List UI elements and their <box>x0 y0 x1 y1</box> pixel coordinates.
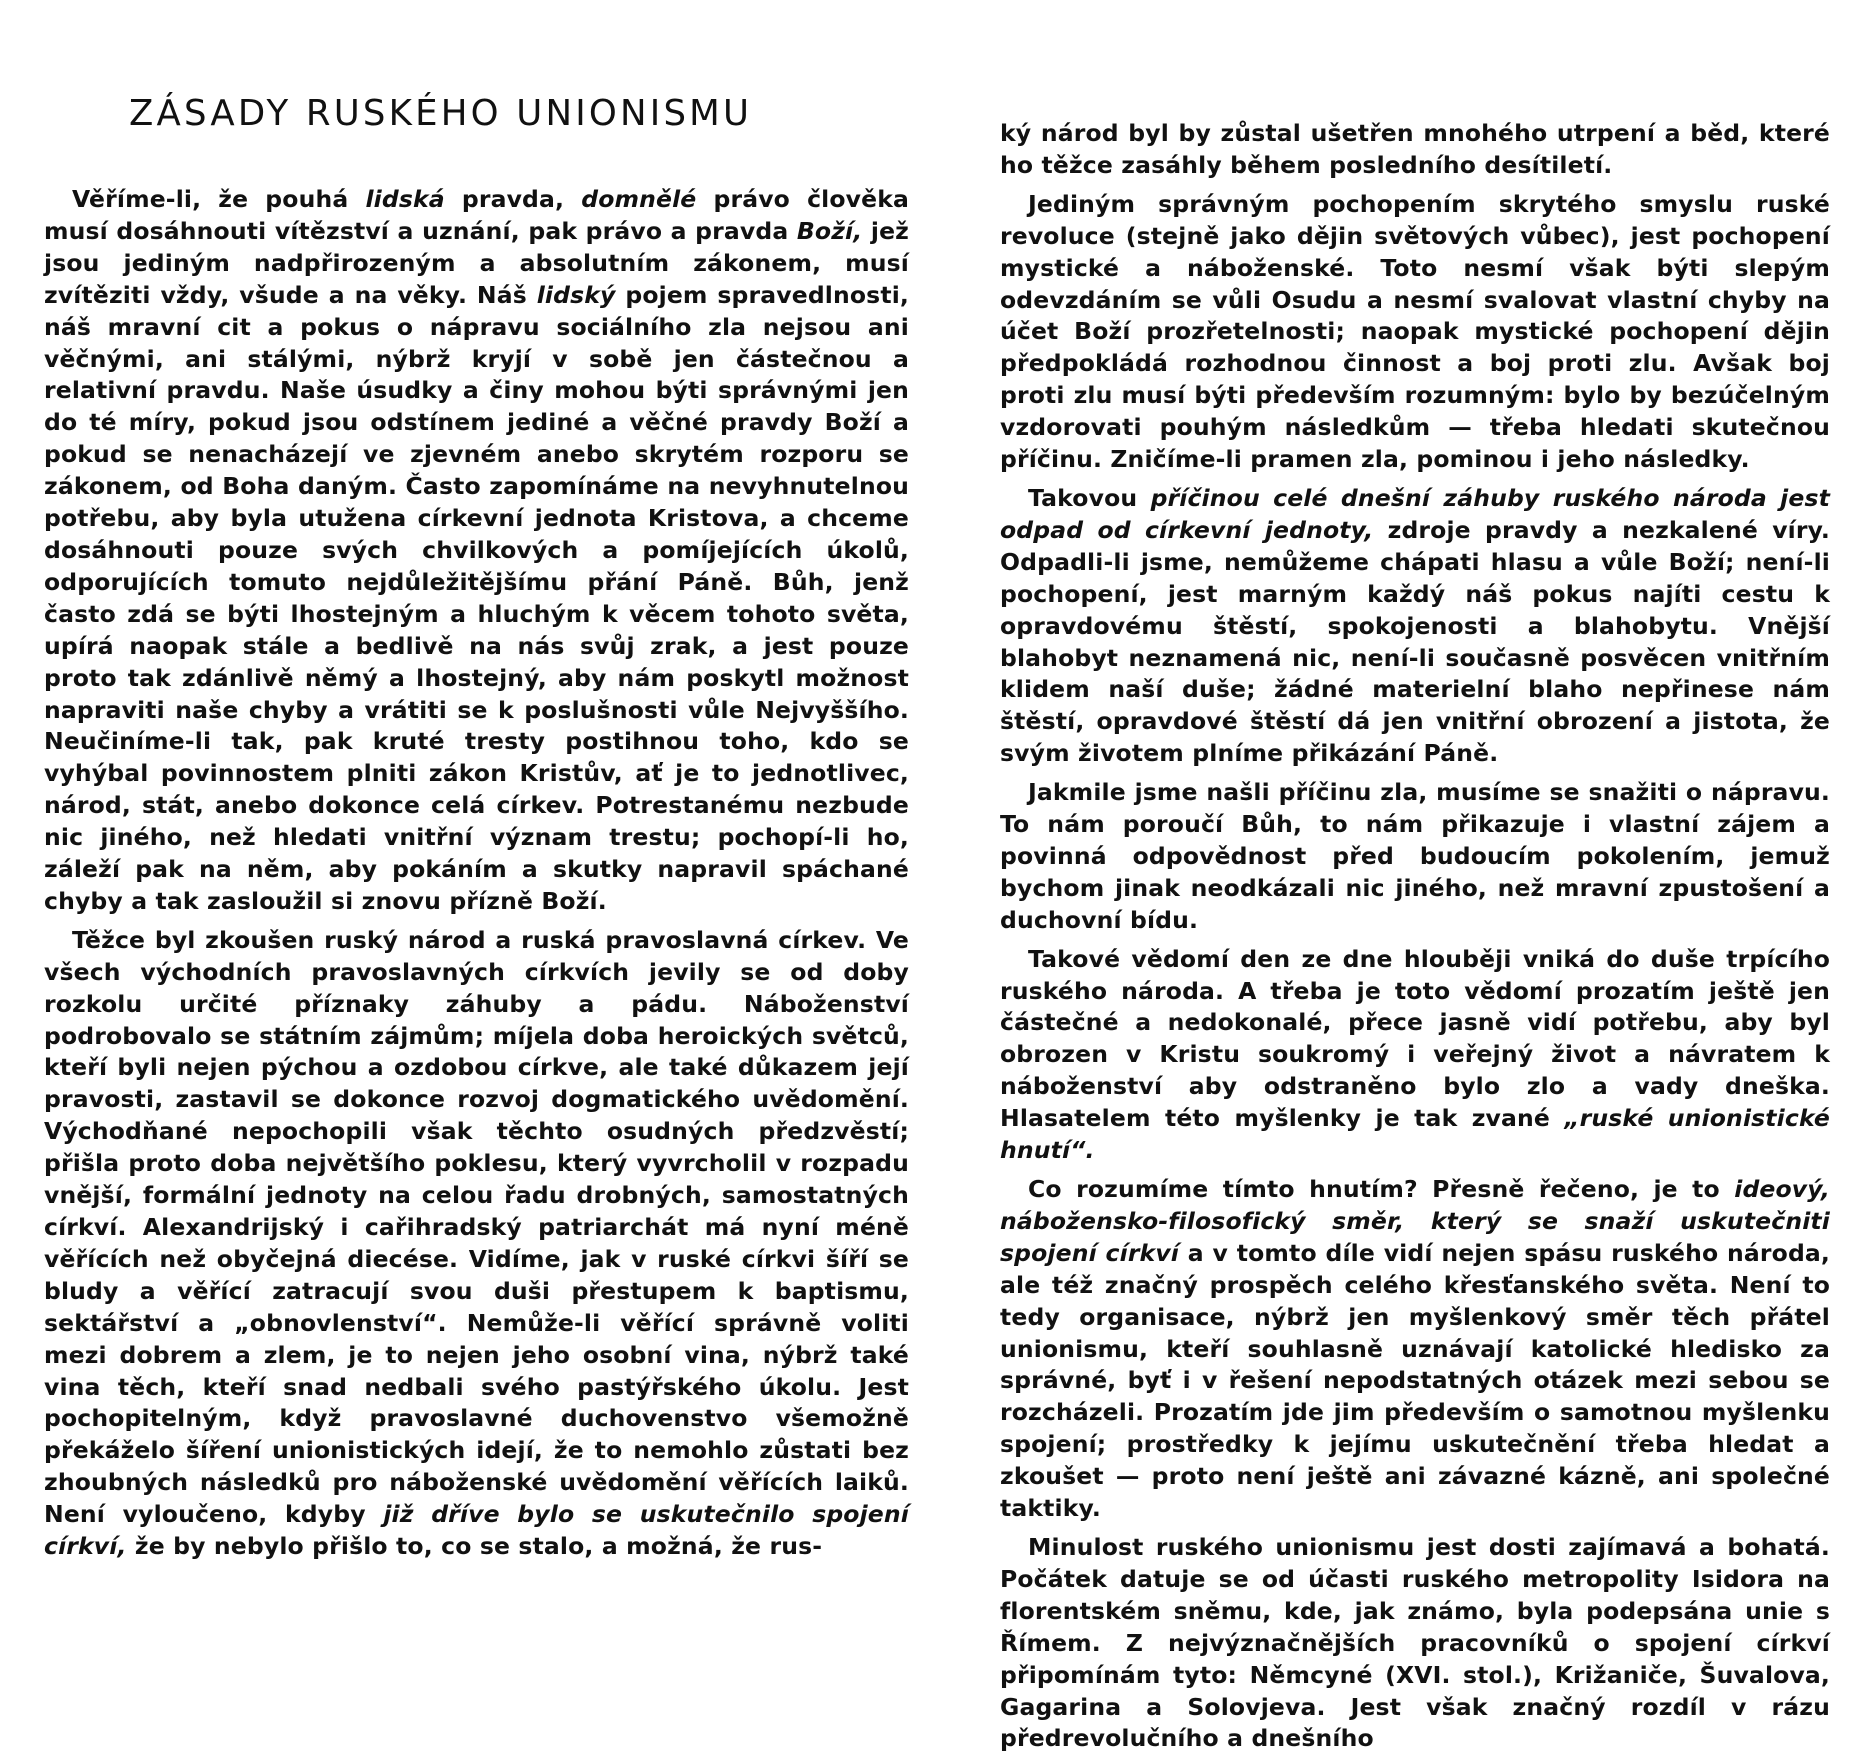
italic-emphasis: příčinou celé dnešní záhuby ruského národa jest odpad od církevní jednoty, <box>1000 483 1830 544</box>
text-run: zdroje pravdy a nezkalené víry. Odpadli-li jsme, nemůžeme chápati hlasu a vůle Boží; není-li pochopení, jest marným každý náš pokus najíti cestu k opravdovému štěstí, spokojenosti a blahobytu. Vnější blahobyt neznamená nic, není-li současně posvěcen vnitřním klidem naší duše; žádné materielní blaho nepřinese nám štěstí, opravdové štěstí dá jen vnitřní obrození a jistota, že svým životem plníme přikázání Páně. <box>1000 515 1830 768</box>
article-title: ZÁSADY RUSKÉHO UNIONISMU <box>129 93 753 134</box>
paragraph <box>1000 1174 1830 1525</box>
text-run: že by nebylo přišlo to, co se stalo, a možná, že rus- <box>126 1532 823 1561</box>
italic-emphasis: ideový, nábožensko-filosofický směr, který se snaží uskutečniti spojení církví <box>1000 1175 1830 1267</box>
left-page-text <box>44 184 909 1563</box>
right-page-text <box>1000 118 1830 1755</box>
paragraph: Minulost ruského unionismu jest dosti zajímavá a bohatá. Počátek datuje se od účasti ruského metropolity Isidora na florentském sněmu, kde, jak známo, byla podepsána unie s Římem. Z nejvýznačnějších pracovníků o spojení církví připomínám tyto: Němcyné (XVI. stol.), Križaniče, Šuvalova, Gagarina a Solovjeva. Jest však značný rozdíl v rázu předrevolučního a dnešního <box>1000 1532 1830 1753</box>
paragraph <box>44 184 909 918</box>
paragraph: Jakmile jsme našli příčinu zla, musíme se snažiti o nápravu. To nám poroučí Bůh, to nám přikazuje i vlastní zájem a povinná odpovědnost před budoucím pokolením, jemuž bychom jinak neodkázali nic jiného, než mravní zpustošení a duchovní bídu. <box>1000 778 1830 934</box>
text-run: právo člověka musí dosáhnouti vítězství a uznání, pak právo a pravda <box>44 185 909 245</box>
italic-emphasis: lidský <box>536 280 616 309</box>
text-run: Co rozumíme tímto hnutím? Přesně řečeno, je to <box>1028 1175 1735 1203</box>
italic-emphasis: domnělé <box>581 185 697 213</box>
italic-emphasis: lidská <box>365 185 445 213</box>
text-run: Takové vědomí den ze dne hlouběji vniká do duše trpícího ruského národa. A třeba je toto vědomí prozatím ještě jen částečné a nedokonalé, přece jasně vidí potřebu, aby byl obrozen v Kristu soukromý i veřejný život a návratem k náboženství aby odstraněno bylo zlo a vady dneška. Hlasatelem této myšlenky je tak zvané <box>1000 944 1830 1133</box>
text-run: Věříme-li, že pouhá <box>72 185 366 213</box>
paragraph <box>44 925 909 1563</box>
text-run: pojem spravedlnosti, náš mravní cit a pokus o nápravu sociálního zla nejsou ani věčnými, ani stálými, nýbrž kryjí v sobě jen částečnou a relativní pravdu. Naše úsudky a činy mohou býti správnými jen do té míry, pokud jsou odstínem jediné a věčné pravdy Boží a pokud se nenacházejí ve zjevném anebo skrytém rozporu se zákonem, od Boha daným. Často zapomínáme na nevyhnutelnou potřebu, aby byla utužena církevní jednota Kristova, a chceme dosáhnouti pouze svých chvilkových a pomíjejících úkolů, odporujících tomuto nejdůležitějšímu přání Páně. Bůh, jenž často zdá se býti lhostejným a hluchým k věcem tohoto světa, upírá naopak stále a bedlivě na nás svůj zrak, a jest pouze proto tak zdánlivě němý a lhostejný, aby nám poskytl možnost napraviti naše chyby a vrátiti se k poslušnosti vůle Nejvyššího. Neučiníme-li tak, pak kruté tresty postihnou toho, kdo se vyhýbal povinnostem plniti zákon Kristův, ať je to jednotlivec, národ, stát, anebo dokonce celá církev. Potrestanému nezbude nic jiného, než hledati vnitřní význam trestu; pochopí-li ho, záleží pak na něm, aby pokáním a skutky napravil spáchané chyby a tak zasloužil si znovu přízně Boží. <box>44 280 909 915</box>
text-run: Těžce byl zkoušen ruský národ a ruská pravoslavná církev. Ve všech východních pravoslavných církvích jevily se od doby rozkolu určité příznaky záhuby a pádu. Náboženství podrobovalo se státním zájmům; míjela doba heroických světců, kteří byli nejen pýchou a ozdobou církve, ale také důkazem její pravosti, zastavil se dokonce rozvoj dogmatického uvědomění. Východňané nepochopili však těchto osudných předzvěstí; přišla proto doba největšího poklesu, který vyvrcholil v rozpadu vnější, formální jednoty na celou řadu drobných, samostatných církví. Alexandrijský i cařihradský patriarchát má nyní méně věřících než obyčejná diecése. Vidíme, jak v ruské církvi šíří se bludy a věřící zatracují svou duši přestupem k baptismu, sektářství a „obnovlenství“. Nemůže-li věřící správně voliti mezi dobrem a zlem, je to nejen jeho osobní vina, nýbrž také vina těch, kteří snad nedbali svého pastýřského úkolu. Jest pochopitelným, když pravoslavné duchovenstvo všemožně překáželo šíření unionistických idejí, že to nemohlo zůstati bez zhoubných následků pro náboženské uvědomění věřících laiků. Není vyloučeno, kdyby <box>44 925 909 1529</box>
paragraph: Jediným správným pochopením skrytého smyslu ruské revoluce (stejně jako dějin světových vůbec), jest pochopení mystické a náboženské. Toto nesmí však býti slepým odevzdáním se vůli Osudu a nesmí svalovat vlastní chyby na účet Boží prozřetelnosti; naopak mystické pochopení dějin předpokládá rozhodnou činnost a boj proti zlu. Avšak boj proti zlu musí býti především rozumným: bylo by bezúčelným vzdorovati pouhým následkům — třeba hledati skutečnou příčinu. Zničíme-li pramen zla, pominou i jeho následky. <box>1000 189 1830 474</box>
text-run: Takovou <box>1028 483 1151 512</box>
text-run: pravda, <box>444 185 582 213</box>
italic-emphasis: „ruské unionistické hnutí“. <box>1000 1104 1830 1165</box>
paragraph <box>1000 483 1830 770</box>
paragraph <box>1000 944 1830 1167</box>
italic-emphasis: již dříve bylo se uskutečnilo spojení církví, <box>44 1500 909 1561</box>
paragraph-continued: ký národ byl by zůstal ušetřen mnohého utrpení a běd, které ho těžce zasáhly během posledního desítiletí. <box>1000 119 1830 179</box>
italic-emphasis: Boží, <box>796 216 863 245</box>
text-run: a v tomto díle vidí nejen spásu ruského národa, ale též značný prospěch celého křesťanského světa. Není to tedy organisace, nýbrž jen myšlenkový směr těch přátel unionismu, kteří souhlasně uznávají katolické hledisko za správné, byť i v řešení nepodstatných otázek mezi sebou se rozcházeli. Prozatím jde jim především o samotnou myšlenku spojení; prostředky k jejímu uskutečnění třeba hledat a zkoušet — proto není ještě ani závazné kázně, ani společné taktiky. <box>1000 1238 1830 1523</box>
text-run: jež jsou jediným nadpřirozeným a absolutním zákonem, musí zvítěziti vždy, všude a na věky. Náš <box>44 216 909 309</box>
